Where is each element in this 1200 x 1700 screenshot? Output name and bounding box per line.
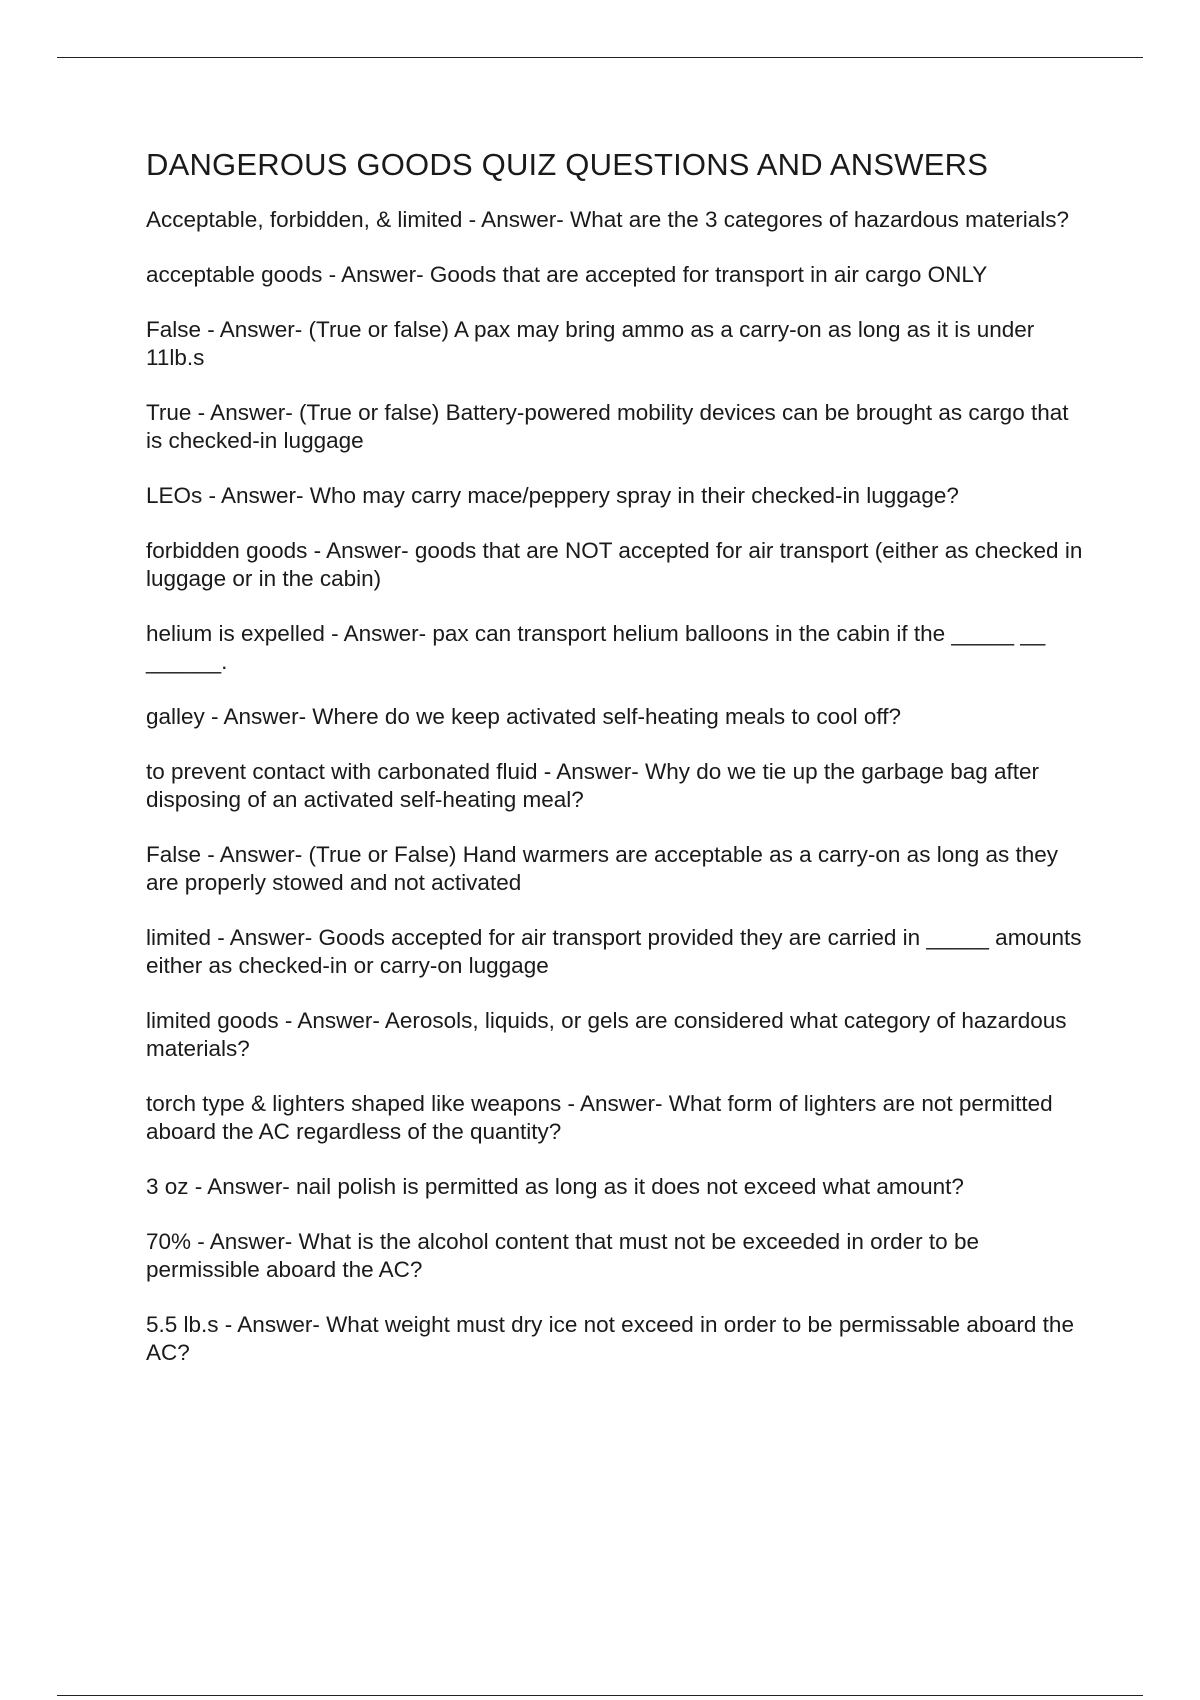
- qa-item: LEOs - Answer- Who may carry mace/peppery spray in their checked-in luggage?: [146, 483, 959, 508]
- qa-item: True - Answer- (True or false) Battery-powered mobility devices can be brought as cargo that is checked-in luggage: [146, 400, 1069, 453]
- qa-item: 70% - Answer- What is the alcohol content that must not be exceeded in order to be permissible aboard the AC?: [146, 1229, 979, 1282]
- document-title: DANGEROUS GOODS QUIZ QUESTIONS AND ANSWERS: [146, 147, 989, 182]
- qa-item: False - Answer- (True or False) Hand warmers are acceptable as a carry-on as long as they are properly stowed and not activated: [146, 842, 1059, 895]
- document-body: [146, 146, 1086, 1394]
- top-divider: [57, 57, 1143, 58]
- bottom-divider: [57, 1695, 1143, 1696]
- qa-item: forbidden goods - Answer- goods that are NOT accepted for air transport (either as checked in luggage or in the cabin): [146, 538, 1083, 591]
- qa-item: torch type & lighters shaped like weapons - Answer- What form of lighters are not permitted aboard the AC regardless of the quantity?: [146, 1091, 1053, 1144]
- qa-item: False - Answer- (True or false) A pax may bring ammo as a carry-on as long as it is under 11lb.s: [146, 317, 1035, 370]
- qa-item: to prevent contact with carbonated fluid - Answer- Why do we tie up the garbage bag after disposing of an activated self-heating meal?: [146, 759, 1040, 812]
- qa-item: limited - Answer- Goods accepted for air transport provided they are carried in _____ amounts either as checked-in or carry-on luggage: [146, 925, 1082, 978]
- qa-item: helium is expelled - Answer- pax can transport helium balloons in the cabin if the _____ __ ______.: [146, 621, 1046, 674]
- qa-item: acceptable goods - Answer- Goods that are accepted for transport in air cargo ONLY: [146, 262, 988, 287]
- qa-item: limited goods - Answer- Aerosols, liquids, or gels are considered what category of hazardous materials?: [146, 1008, 1067, 1061]
- qa-list: [146, 206, 1086, 1367]
- qa-item: Acceptable, forbidden, & limited - Answer- What are the 3 categores of hazardous materials?: [146, 207, 1069, 232]
- qa-item: galley - Answer- Where do we keep activated self-heating meals to cool off?: [146, 704, 901, 729]
- qa-item: 3 oz - Answer- nail polish is permitted as long as it does not exceed what amount?: [146, 1174, 964, 1199]
- qa-item: 5.5 lb.s - Answer- What weight must dry ice not exceed in order to be permissable aboard the AC?: [146, 1312, 1074, 1365]
